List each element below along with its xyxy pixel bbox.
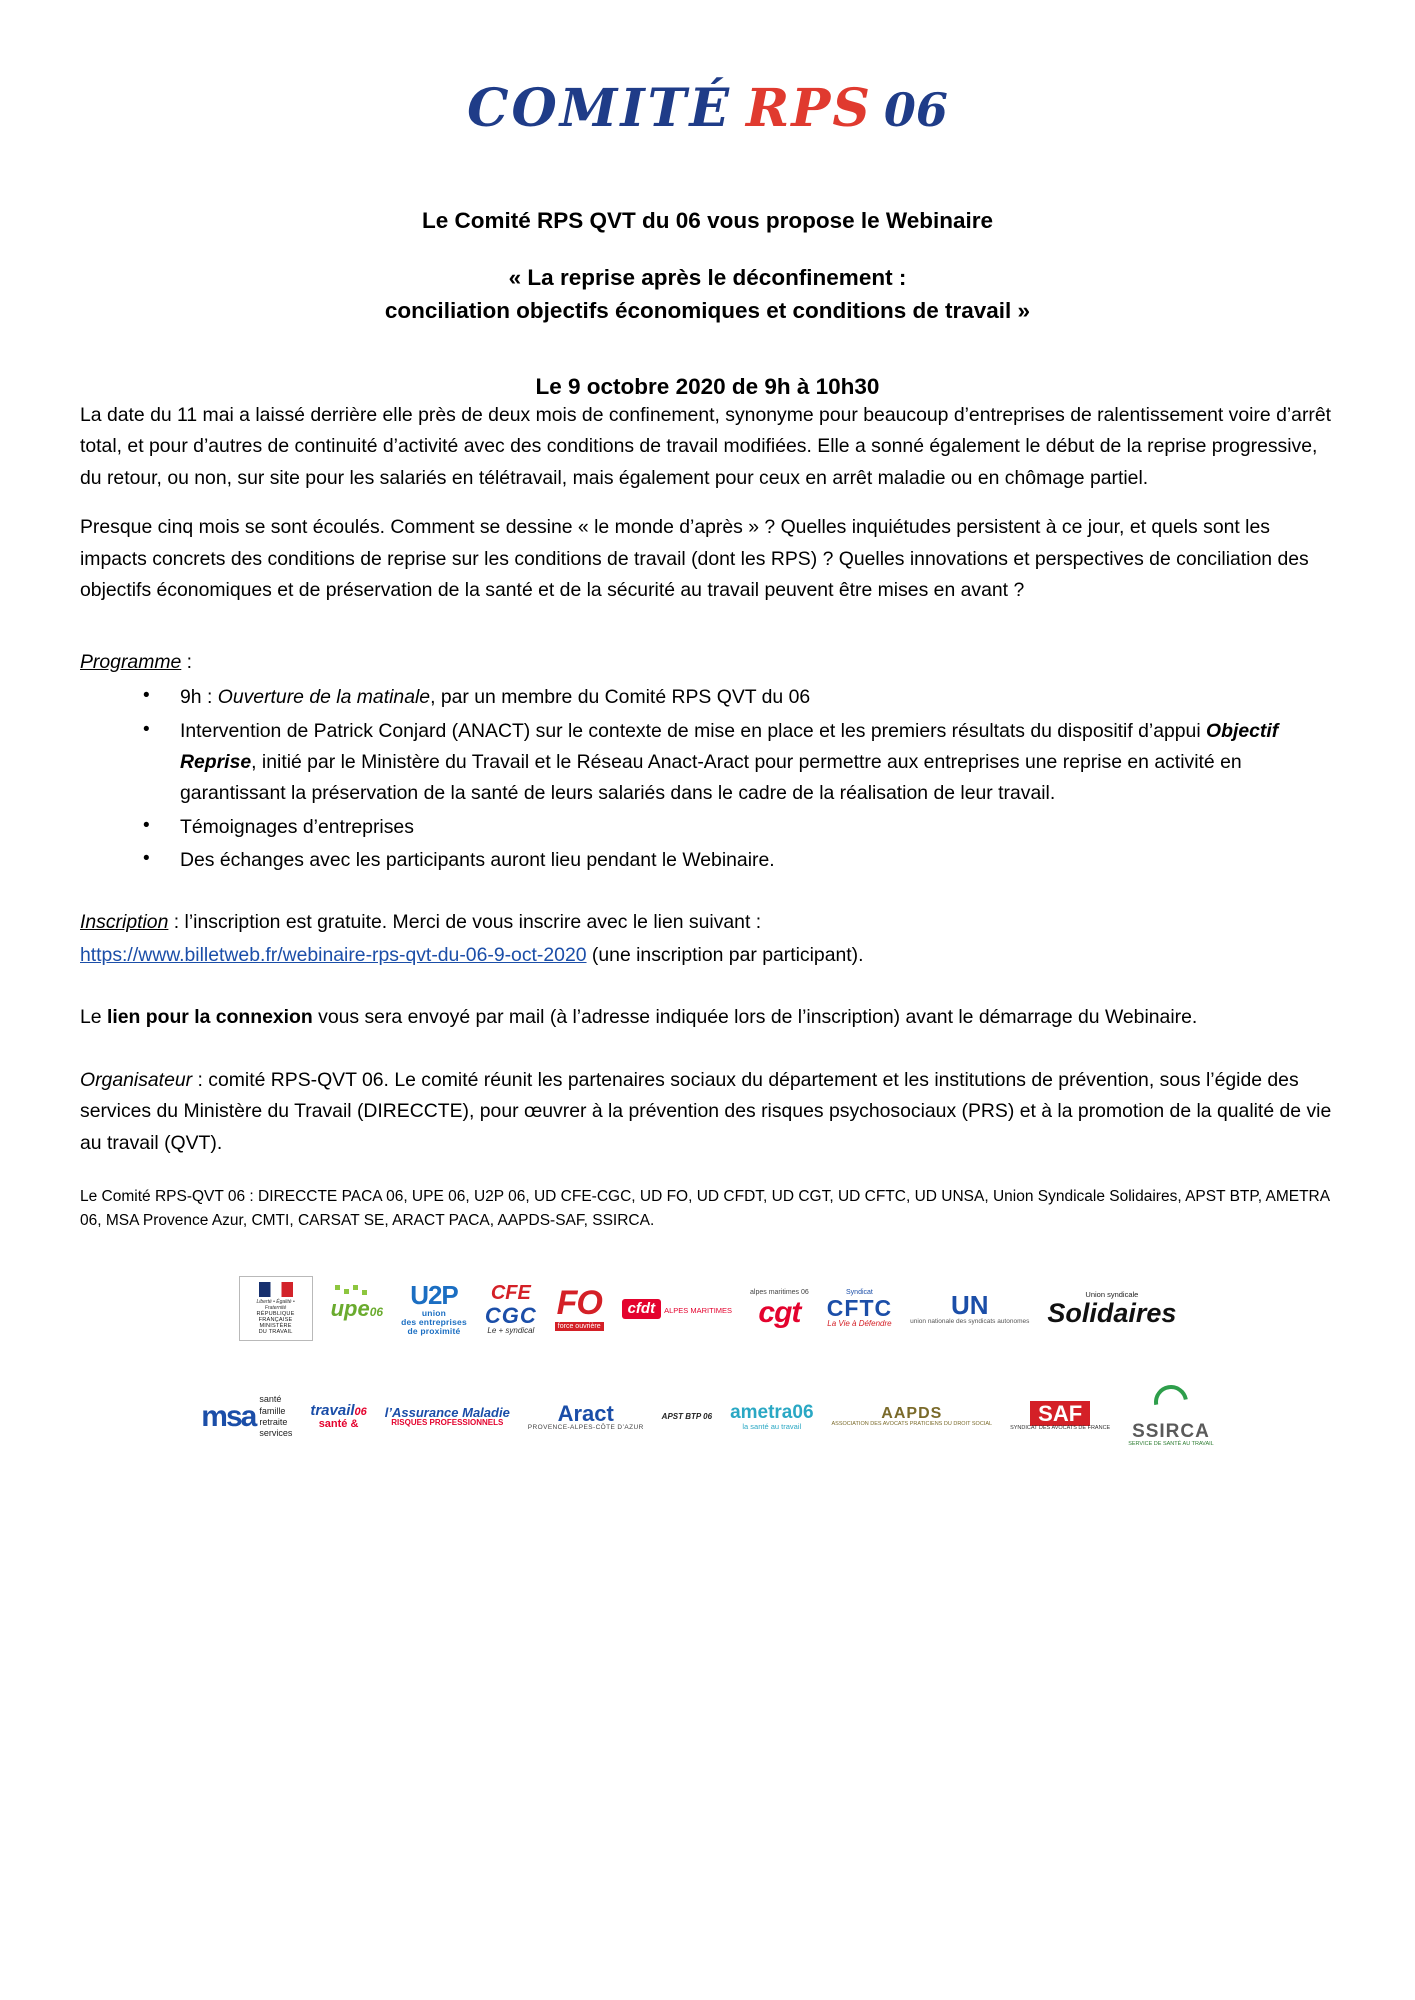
logo-word-rps: RPS [746,78,872,139]
ministere-line1: MINISTÈRE [259,1322,292,1329]
logo-assurance-maladie [385,1374,510,1460]
context-paragraph: Presque cinq mois se sont écoulés. Comment se dessine « le monde d’après » ? Quelles inquiétudes persistent à ce jour, et quels sont les impacts concrets des conditions de reprise sur les conditions de travail (dont les RPS) ? Quelles innovations et perspectives de conciliation des objectifs économiques et de préservation de la santé et de la sécurité au travail peuvent être mises en avant ? [80,516,1309,602]
travail-sup: 06 [354,1406,367,1419]
aract-sub: PROVENCE-ALPES-CÔTE D’AZUR [527,1423,644,1431]
aapds-sub: ASSOCIATION DES AVOCATS PRATICIENS DU DROIT SOCIAL [831,1421,993,1428]
webinar-subtitle-line1: « La reprise après le déconfinement : [508,264,907,290]
msa-word-4: services [259,1428,293,1439]
fo-text: FO [556,1284,602,1323]
apst-sub: APST BTP 06 [661,1411,713,1421]
logo-cgt [750,1266,809,1352]
logo-solidaires [1047,1266,1176,1352]
fo-subtext: force ouvrière [555,1322,604,1331]
travail-text [310,1403,366,1419]
u2p-sub1: union [421,1308,447,1319]
organisateur-label: Organisateur [80,1069,193,1091]
u2p-sub2: des entreprises [401,1317,467,1327]
cfdt-dept: ALPES MARITIMES [664,1305,733,1315]
saf-sub: SYNDICAT DES AVOCATS DE FRANCE [1010,1425,1111,1432]
page-title: Le Comité RPS QVT du 06 vous propose le Webinaire [422,208,993,233]
logo-aract [528,1374,644,1460]
ssirca-title: SSIRCA [1132,1421,1210,1443]
partner-logos-row-2 [0,1374,1415,1460]
programme-item-1-prefix: Intervention de Patrick Conjard (ANACT) sur le contexte de mise en place et les premiers résultats du dispositif d’appui [180,719,1207,742]
connexion-after: vous sera envoyé par mail (à l’adresse indiquée lors de l’inscription) avant le démarrage du Webinaire. [312,1005,1198,1028]
solidaires-top: Union syndicale [1085,1289,1139,1299]
solidaires-text: Solidaires [1047,1297,1177,1328]
cftc-text: CFTC [826,1295,893,1322]
logo-travail-06 [310,1374,366,1460]
ministere-motto: Liberté • Égalité • Fraternité [256,1299,295,1312]
ministere-republique: RÉPUBLIQUE FRANÇAISE [256,1310,295,1323]
logo-cfdt [622,1266,732,1352]
ametra-sub: la santé au travail [742,1421,802,1431]
cfe-text: CFE [490,1281,531,1304]
connexion-paragraph [80,1002,1337,1033]
inscription-after-link: (une inscription par participant). [586,944,864,967]
list-item [80,812,1337,843]
programme-item-0-italic: Ouverture de la matinale [217,686,431,709]
ssirca-swoosh-icon [1147,1379,1194,1426]
msa-words [259,1394,292,1439]
programme-colon: : [181,650,193,673]
travail-word: travail [310,1402,355,1420]
logo-word-comite: COMITÉ [467,78,732,139]
cftc-sub: La Vie à Défendre [827,1319,892,1329]
webinar-subtitle-line2: conciliation objectifs économiques et conditions de travail » [384,298,1031,324]
ministere-line2: DU TRAVAIL [258,1328,293,1335]
saf-title: SAF [1030,1401,1090,1426]
comite-rps-06-logo [0,0,1415,149]
cgt-top: alpes maritimes 06 [750,1289,809,1297]
unsa-sub: union nationale des syndicats autonomes [910,1318,1030,1326]
logo-cfe-cgc [485,1266,537,1352]
unsa-text: UN [950,1289,989,1320]
list-item [80,845,1337,876]
programme-item-2-prefix: Témoignages d’entreprises [180,815,414,838]
list-item [80,716,1337,810]
msa-word-3: retraite [259,1416,288,1427]
cftc-top: Syndicat [846,1288,873,1296]
cfe-cgc-tagline: Le + syndical [487,1325,535,1335]
logo-u2p [401,1266,467,1352]
u2p-sub3: de proximité [407,1325,461,1336]
logo-cftc [827,1266,892,1352]
title-block [0,205,1415,400]
registration-link[interactable]: https://www.billetweb.fr/webinaire-rps-qvt-du-06-9-oct-2020 [80,944,587,967]
msa-word-2: famille [259,1405,286,1416]
logo-unsa [910,1266,1029,1352]
logo-upe06 [331,1266,383,1352]
programme-item-0-suffix: , par un membre du Comité RPS QVT du 06 [430,686,811,709]
webinar-subtitle [0,261,1415,329]
logo-ametra06 [730,1374,813,1460]
partner-logos-row-1 [0,1266,1415,1352]
list-item [80,682,1337,713]
msa-word-1: santé [259,1394,282,1405]
u2p-title: U2P [410,1279,458,1310]
document-content [0,400,1415,1232]
logo-force-ouvriere [555,1266,604,1352]
travail-sub: santé & [318,1417,359,1430]
cfdt-text: cfdt [622,1299,662,1319]
cgt-text: cgt [758,1295,801,1329]
inscription-label: Inscription [80,910,169,933]
organisateur-text: : comité RPS-QVT 06. Le comité réunit les partenaires sociaux du département et les institutions de prévention, sous l’égide des services du Ministère du Travail (DIRECCTE), pour œuvrer à la prévention des risques psychosociaux (PRS) et à la promotion de la qualité de vie au travail (QVT). [80,1069,1332,1154]
inscription-paragraph [80,907,1337,938]
programme-heading [80,647,1337,678]
aract-title: Aract [557,1400,614,1426]
organisateur-paragraph [80,1065,1337,1159]
logo-ssirca [1128,1374,1213,1460]
ametra-title: ametra06 [730,1401,814,1423]
inscription-text: : l’inscription est gratuite. Merci de vous inscrire avec le lien suivant : [168,910,762,933]
french-flag-icon [259,1282,293,1297]
intro-paragraph: La date du 11 mai a laissé derrière elle près de deux mois de confinement, synonyme pour beaucoup d’entreprises de ralentissement voire d’arrêt total, et pour d’autres de continuité d’activité avec des conditions de travail modifiées. Elle a sonné également le début de la reprise progressive, du retour, ou non, sur site pour les salariés en télétravail, mais également pour ceux en arrêt maladie ou en chômage partiel. [80,404,1332,489]
msa-mark: msa [201,1400,256,1434]
programme-item-1-italic: Objectif Reprise [180,719,1279,773]
event-date: Le 9 octobre 2020 de 9h à 10h30 [535,374,880,399]
logo-saf [1010,1374,1110,1460]
assurance-title: l’Assurance Maladie [384,1404,510,1420]
logo-msa [201,1374,292,1460]
inscription-link-line [80,940,1337,971]
upe-text: upe [330,1296,370,1322]
programme-item-1-suffix: , initié par le Ministère du Travail et le Réseau Anact-Aract pour permettre aux entreprises une reprise en activité en garantissant la préservation de la santé de leurs salariés dans le cadre de la réalisation de leur travail. [180,750,1242,805]
cgc-text: CGC [484,1302,537,1328]
programme-label: Programme [80,650,182,673]
connexion-bold: lien pour la connexion [106,1005,313,1028]
upe-dots-icon [335,1285,373,1297]
members-note: Le Comité RPS-QVT 06 : DIRECCTE PACA 06, UPE 06, U2P 06, UD CFE-CGC, UD FO, UD CFDT, UD CGT, UD CFTC, UD UNSA, Union Syndicale Solidaires, APST BTP, AMETRA 06, MSA Provence Azur, CMTI, CARSAT SE, ARACT PACA, AAPDS-SAF, SSIRCA. [80,1188,1330,1229]
logo-apst-btp-06 [662,1374,712,1460]
logo-word-06: 06 [883,83,948,137]
programme-list [80,682,1337,877]
programme-item-3-prefix: Des échanges avec les participants auront lieu pendant le Webinaire. [180,849,775,872]
upe-sup: 06 [369,1305,384,1320]
assurance-sub: RISQUES PROFESSIONNELS [391,1418,504,1428]
programme-item-0-prefix: 9h : [180,686,218,709]
ssirca-sub: SERVICE DE SANTÉ AU TRAVAIL [1128,1441,1214,1448]
logo-aapds [832,1374,993,1460]
logo-ministere-travail [239,1266,313,1352]
aapds-title: AAPDS [881,1404,943,1422]
connexion-before: Le [80,1005,107,1028]
